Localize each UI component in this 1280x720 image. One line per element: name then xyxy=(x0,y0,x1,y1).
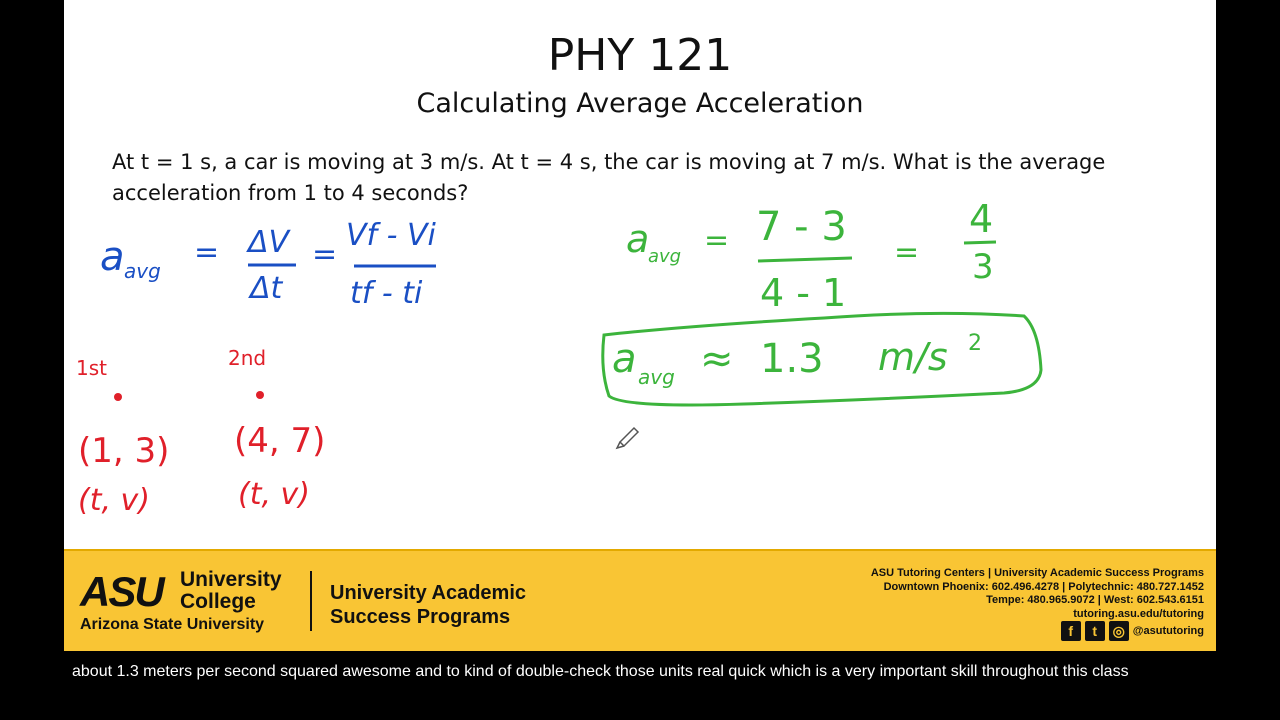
point-2-vars: (t, v) xyxy=(238,477,310,512)
social-links xyxy=(1061,621,1204,641)
program-line-1: University Academic xyxy=(330,582,527,604)
program-line-2: Success Programs xyxy=(330,606,511,628)
answer-a: a xyxy=(612,336,637,382)
formula-a: a xyxy=(100,234,125,280)
footer-banner xyxy=(64,549,1216,651)
logo-line-2: College xyxy=(180,590,256,613)
problem-statement: At t = 1 s, a car is moving at 3 m/s. At t = 4 s, the car is moving at 7 m/s. What is the average acceleration from 1 to 4 seconds? xyxy=(112,150,1106,205)
formula-eq-2: = xyxy=(312,237,338,272)
point-1-vars: (t, v) xyxy=(78,483,150,518)
contact-url[interactable]: tutoring.asu.edu/tutoring xyxy=(1073,607,1204,620)
logo-line-1: University xyxy=(180,568,282,591)
point-2-label: 2nd xyxy=(228,346,267,370)
logo-divider xyxy=(310,571,312,631)
handwriting-layer xyxy=(64,0,1216,549)
formula-tf-ti: tf - ti xyxy=(350,276,423,311)
answer-value: 1.3 xyxy=(760,336,824,382)
formula-eq-1: = xyxy=(194,235,220,270)
formula-vf-vi: Vf - Vi xyxy=(346,218,436,253)
point-1-coord: (1, 3) xyxy=(78,431,170,471)
calc-denominator: 4 - 1 xyxy=(760,271,847,315)
slide-title: PHY 121 xyxy=(547,30,733,81)
facebook-icon[interactable]: f xyxy=(1061,621,1081,641)
formula-delta-v: ΔV xyxy=(248,225,290,260)
red-points xyxy=(76,346,325,518)
calc-result-bar xyxy=(964,242,996,243)
contact-line: Tempe: 480.965.9072 | West: 602.543.6151 xyxy=(986,594,1204,607)
calc-eq-1: = xyxy=(704,223,730,258)
formula-delta-t: Δt xyxy=(250,271,283,306)
slide-canvas xyxy=(64,0,1216,549)
social-handle[interactable]: @asututoring xyxy=(1132,625,1204,637)
formula-a-sub: avg xyxy=(124,259,161,283)
answer-approx: ≈ xyxy=(700,336,734,382)
video-caption: about 1.3 meters per second squared awesome and to kind of double-check those units real quick which is a very important skill throughout this class xyxy=(72,663,1129,680)
green-calculation xyxy=(603,197,1041,405)
blue-formula xyxy=(100,218,437,311)
twitter-icon[interactable]: t xyxy=(1085,621,1105,641)
point-2-coord: (4, 7) xyxy=(234,421,326,461)
asu-logo-mark: ASU xyxy=(80,568,163,615)
contact-info xyxy=(871,567,1204,621)
pen-cursor-icon xyxy=(617,428,638,448)
program-name xyxy=(330,581,590,629)
answer-units: m/s xyxy=(878,335,948,379)
calc-numerator: 7 - 3 xyxy=(756,204,847,250)
calc-result-den: 3 xyxy=(972,247,994,287)
calc-a: a xyxy=(626,217,650,261)
slide-subtitle: Calculating Average Acceleration xyxy=(416,88,864,119)
contact-line: Downtown Phoenix: 602.496.4278 | Polytechnic: 480.727.1452 xyxy=(883,580,1204,593)
asu-name: Arizona State University xyxy=(80,616,265,633)
calc-result-num: 4 xyxy=(969,197,994,241)
calc-fraction-bar xyxy=(758,258,852,261)
calc-eq-2: = xyxy=(894,235,920,270)
calc-a-sub: avg xyxy=(648,246,682,267)
instagram-icon[interactable]: ◎ xyxy=(1109,621,1129,641)
answer-a-sub: avg xyxy=(638,365,675,389)
point-2-dot xyxy=(256,391,264,399)
point-1-label: 1st xyxy=(76,356,107,380)
point-1-dot xyxy=(114,393,122,401)
contact-line: ASU Tutoring Centers | University Academic Success Programs xyxy=(870,567,1204,579)
answer-units-exp: 2 xyxy=(968,331,982,356)
